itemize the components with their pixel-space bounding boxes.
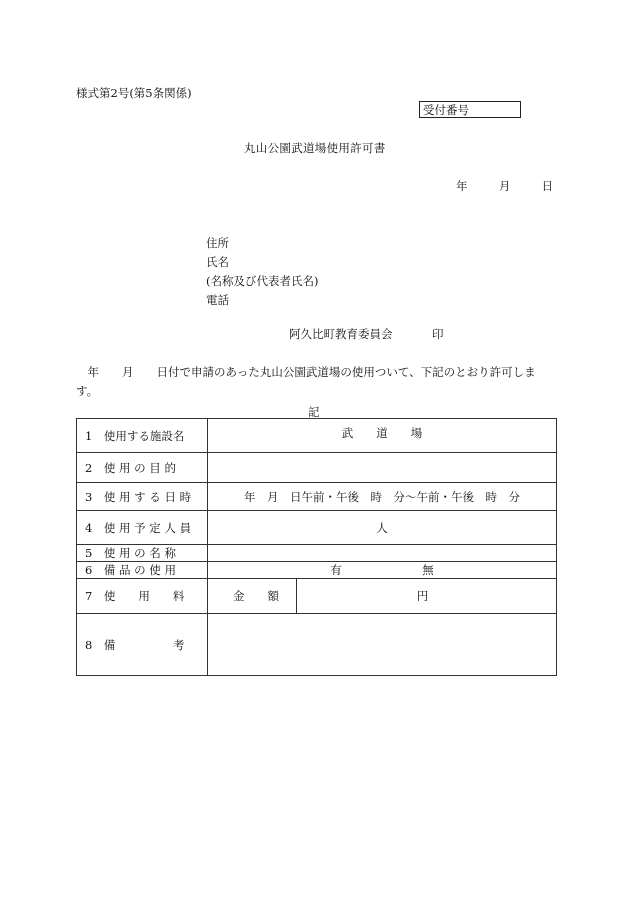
form-code: 様式第2号(第5条関係) [76,86,192,100]
row-label: 4 使 用 予 定 人 員 [77,511,208,545]
row-value [208,614,557,676]
row-label: 1 使用する施設名 [77,419,208,453]
table-row [77,483,557,511]
fee-cell [208,579,557,614]
date-month: 月 [498,179,511,193]
row-label: 3 使 用 す る 日 時 [77,483,208,511]
row-label: 6 備 品 の 使 用 [77,562,208,579]
row-label: 8 備 考 [77,614,208,676]
row-value [208,453,557,483]
amount-value: 円 [416,589,429,603]
row-label: 7 使 用 料 [77,579,208,614]
row-label: 2 使 用 の 目 的 [77,453,208,483]
row-value: 有 無 [208,562,557,579]
row-value: 武 道 場 [208,419,557,453]
row-value: 年 月 日午前・午後 時 分～午前・午後 時 分 [208,483,557,511]
table-row [77,545,557,562]
seal-mark: 印 [432,327,444,341]
permission-statement: 年 月 日付で申請のあった丸山公園武道場の使用ついて、下記のとおり許可します。 [76,365,536,398]
row-value: 人 [208,511,557,545]
receipt-number-label: 受付番号 [423,103,469,117]
issuer-name: 阿久比町教育委員会 [289,327,393,341]
applicant-rep-note: (名称及び代表者氏名) [206,274,319,288]
date-year: 年 [456,179,468,193]
row-label: 5 使 用 の 名 称 [77,545,208,562]
permit-table [76,418,557,676]
table-row [77,614,557,676]
table-row [77,579,557,614]
table-row [77,562,557,579]
applicant-phone-label: 電話 [206,293,229,307]
applicant-address-label: 住所 [206,236,229,250]
table-row [77,419,557,453]
table-row [77,453,557,483]
applicant-name-label: 氏名 [206,255,229,269]
document-title: 丸山公園武道場使用許可書 [244,141,386,155]
table-row [77,511,557,545]
date-day: 日 [541,179,554,193]
amount-label: 金 額 [216,579,297,613]
applicant-block [206,234,318,310]
date-line [456,178,553,194]
row-value [208,545,557,562]
receipt-number-box [419,101,521,118]
ki-heading: 記 [308,405,320,419]
